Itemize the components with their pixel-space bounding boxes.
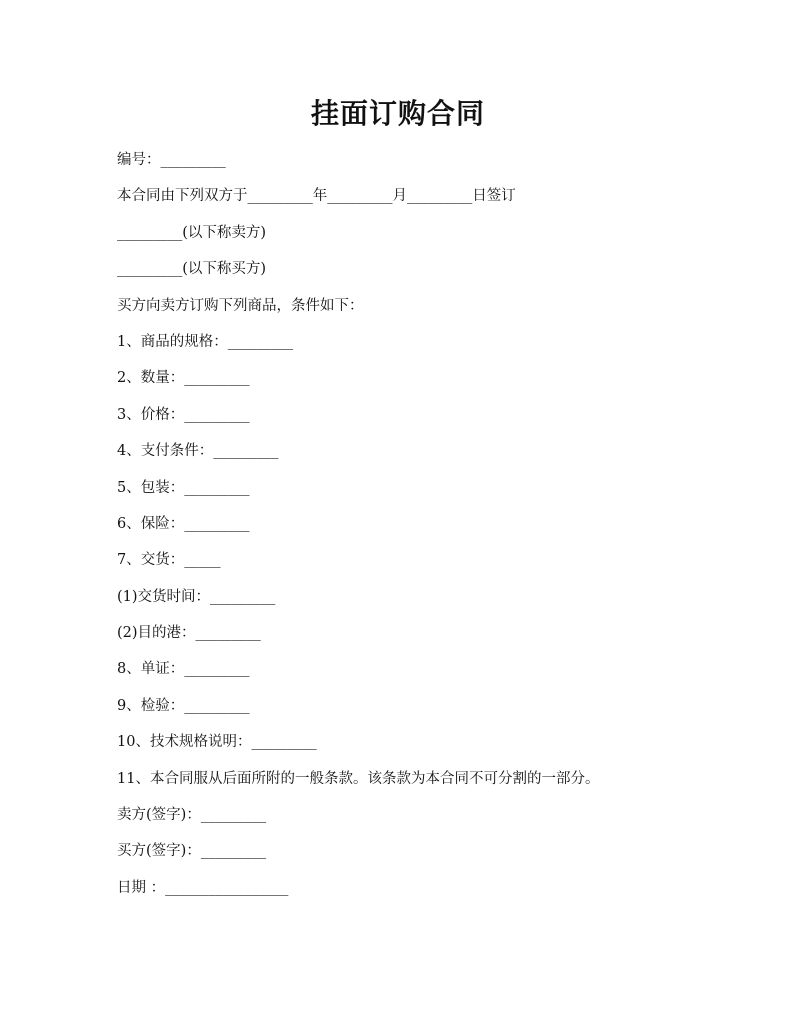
buyer-line: _________(以下称买方) — [117, 261, 267, 278]
signing-date-line: 本合同由下列双方于_________年_________月_________日签订 — [117, 188, 516, 205]
delivery-line: 7、交货：_____ — [117, 552, 221, 569]
spec-line: 1、商品的规格：_________ — [117, 333, 293, 350]
destination-port-line: (2)目的港：_________ — [117, 625, 261, 642]
price-line: 3、价格：_________ — [117, 406, 250, 423]
delivery-time-line: (1)交货时间：_________ — [117, 588, 276, 605]
documents-line: 8、单证：_________ — [117, 661, 250, 678]
insurance-line: 6、保险：_________ — [117, 515, 250, 532]
date-line: 日期 ：_________________ — [117, 879, 289, 896]
inspection-line: 9、检验：_________ — [117, 697, 250, 714]
packaging-line: 5、包装：_________ — [117, 479, 250, 496]
buyer-signature-line: 买方(签字)：_________ — [117, 843, 267, 860]
contract-number-line: 编号：_________ — [117, 152, 226, 168]
technical-spec-line: 10、技术规格说明：_________ — [117, 734, 317, 751]
contract-body — [117, 148, 717, 912]
document-title: 挂面订购合同 — [310, 97, 485, 130]
payment-terms-line: 4、支付条件：_________ — [117, 443, 279, 460]
seller-line: _________(以下称卖方) — [117, 224, 267, 241]
intro-line: 买方向卖方订购下列商品，条件如下： — [117, 297, 364, 314]
quantity-line: 2、数量：_________ — [117, 370, 250, 387]
seller-signature-line: 卖方(签字)：_________ — [117, 807, 267, 824]
general-terms-line: 11、本合同服从后面所附的一般条款。该条款为本合同不可分割的一部分。 — [117, 770, 600, 787]
